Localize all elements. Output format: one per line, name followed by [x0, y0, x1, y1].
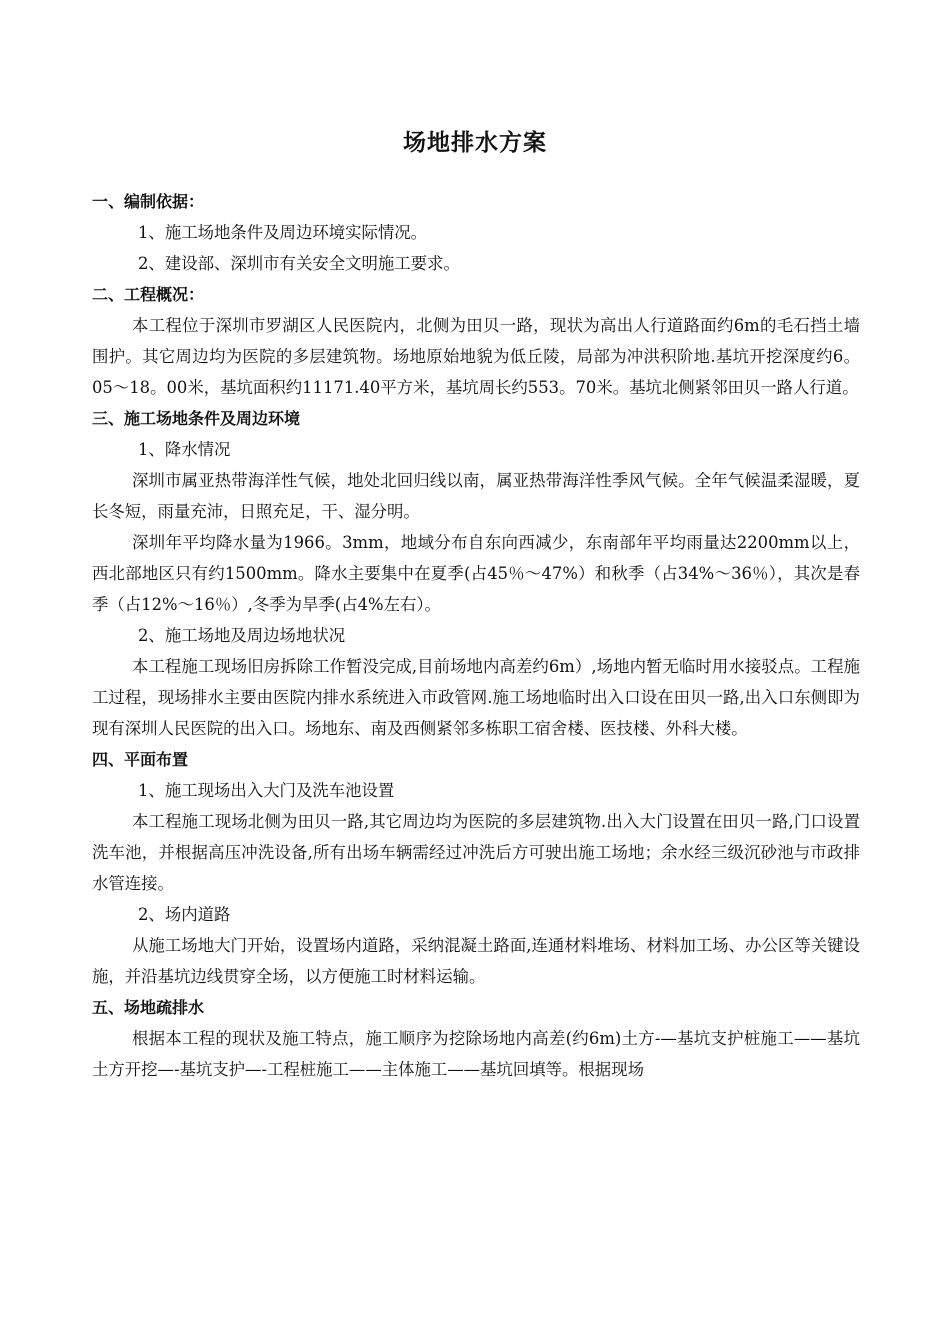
document-body: [92, 186, 860, 1085]
section-heading-basis: 一、编制依据：: [92, 192, 205, 211]
overview-paragraph: 本工程位于深圳市罗湖区人民医院内，北侧为田贝一路，现状为高出人行道路面约6m的毛石挡土墙围护。其它周边均为医院的多层建筑物。场地原始地貌为低丘陵，局部为冲洪积阶地.基坑开挖深度约6。05～18。00米，基坑面积约11171.40平方米，基坑周长约553。70米。基坑北侧紧邻田贝一路人行道。: [92, 316, 860, 397]
document-title: 场地排水方案: [403, 130, 547, 156]
entrance-washing-paragraph: 本工程施工现场北侧为田贝一路,其它周边均为医院的多层建筑物.出入大门设置在田贝一路,门口设置洗车池，并根据高压冲洗设备,所有出场车辆需经过冲洗后方可驶出施工场地；余水经三级沉砂池与市政排水管连接。: [92, 812, 860, 893]
drainage-paragraph: 根据本工程的现状及施工特点，施工顺序为挖除场地内高差(约6m)土方-—基坑支护桩施工——基坑土方开挖—-基坑支护—-工程桩施工——主体施工——基坑回填等。根据现场: [92, 1029, 860, 1079]
rainfall-paragraph-1: 深圳市属亚热带海洋性气候，地处北回归线以南，属亚热带海洋性季风气候。全年气候温柔湿暖，夏长冬短，雨量充沛，日照充足，干、湿分明。: [92, 471, 860, 521]
site-roads-paragraph: 从施工场地大门开始，设置场内道路，采纳混凝土路面,连通材料堆场、材料加工场、办公区等关键设施，并沿基坑边线贯穿全场，以方便施工时材料运输。: [92, 936, 860, 986]
rainfall-paragraph-2: 深圳年平均降水量为1966。3mm，地域分布自东向西减少，东南部年平均雨量达2200mm以上，西北部地区只有约1500mm。降水主要集中在夏季(占45％～47%）和秋季（占34%～36％），其次是春季（占12%～16％）,冬季为旱季(占4%左右）。: [92, 533, 860, 614]
section-heading-site-conditions: 三、施工场地条件及周边环境: [92, 409, 301, 428]
subheading-site-roads: 2、场内道路: [138, 905, 231, 924]
section-heading-overview: 二、工程概况：: [92, 285, 205, 304]
site-status-paragraph: 本工程施工现场旧房拆除工作暂没完成,目前场地内高差约6m）,场地内暂无临时用水接驳点。工程施工过程，现场排水主要由医院内排水系统进入市政管网.施工场地临时出入口设在田贝一路,出入口东侧即为现有深圳人民医院的出入口。场地东、南及西侧紧邻多栋职工宿舍楼、医技楼、外科大楼。: [92, 657, 860, 738]
basis-item-2: 2、建设部、深圳市有关安全文明施工要求。: [138, 254, 460, 273]
subheading-entrance-washing: 1、施工现场出入大门及洗车池设置: [138, 781, 395, 800]
section-heading-layout: 四、平面布置: [92, 750, 189, 769]
section-heading-drainage: 五、场地疏排水: [92, 998, 205, 1017]
basis-item-1: 1、施工场地条件及周边环境实际情况。: [138, 223, 428, 242]
subheading-site-status: 2、施工场地及周边场地状况: [138, 626, 346, 645]
subheading-rainfall: 1、降水情况: [138, 440, 231, 459]
